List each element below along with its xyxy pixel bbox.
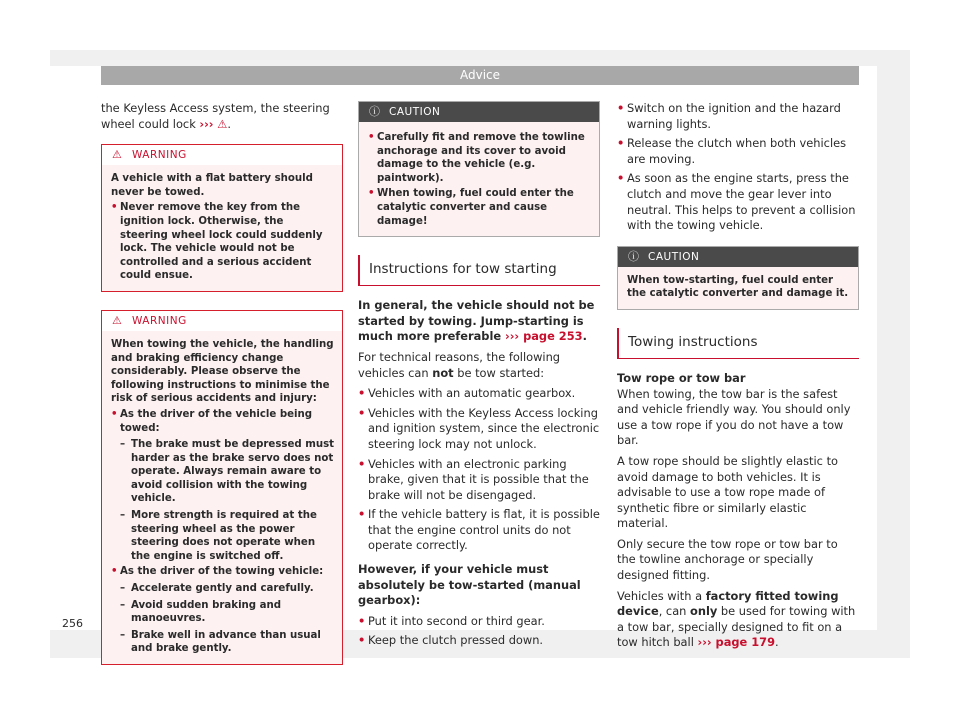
intro-text: the Keyless Access system, the steering wheel could lock ››› ⚠.: [101, 101, 330, 131]
caution-body: When tow-starting, fuel could enter the catalytic converter and damage it.: [627, 274, 849, 300]
list-item: • If the vehicle battery is flat, it is possible that the engine control units do not operate correctly.: [358, 507, 600, 553]
section-heading: Towing instructions: [617, 328, 859, 359]
subheading: Tow rope or tow bar: [617, 370, 746, 385]
warning-triangle-icon: ⚠: [112, 313, 123, 327]
paragraph: A tow rope should be slightly elastic to avoid damage to both vehicles. It is advisable to use a tow rope made of synthetic fibre or similarly elastic material.: [617, 453, 839, 531]
section-heading: Instructions for tow starting: [358, 255, 600, 286]
list-item: • Switch on the ignition and the hazard warning lights.: [617, 101, 841, 131]
warning-body: When towing the vehicle, the handling and braking efficiency change considerably. Please observe the following instructions to minimise the risk of serious accidents and injury: • As the driver of the vehicle being towed: – The brake must be depressed must harder as the brake servo does not operate. Always remain aware to avoid collision with the towing vehicle. – More strength is required at the steering wheel as the power steering does not operate when the engine is switched off. • As the driver of the towing vehicle: – Accelerate gently and carefully. – Avoid sudden braking and manoeuvres. – Brake well in advance than usual and brake gently.: [111, 338, 335, 655]
info-circle-icon: ⓘ: [369, 105, 381, 118]
list-item: • Vehicles with the Keyless Access locking and ignition system, since the electronic steering lock may not unlock.: [358, 405, 600, 451]
page-ref-link[interactable]: ››› page 253: [505, 329, 583, 344]
caution-header: ⓘ CAUTION: [359, 102, 599, 122]
caution-body: • Carefully fit and remove the towline anchorage and its cover to avoid damage to the vehicle (e.g. paintwork). • When towing, fuel could enter the catalytic converter and cause damage!: [368, 132, 585, 227]
list-item: • Put it into second or third gear.: [358, 613, 545, 628]
column-1: [101, 101, 343, 683]
page-header: Advice: [101, 66, 859, 85]
warning-header: ⚠ WARNING: [102, 311, 342, 331]
page-number: 256: [62, 617, 83, 630]
caution-box: [617, 246, 859, 310]
list-item: • Vehicles with an automatic gearbox.: [358, 386, 576, 401]
paragraph: When towing, the tow bar is the safest and vehicle friendly way. You should only use a tow rope if you do not have a tow bar.: [617, 386, 851, 448]
page-ref-link[interactable]: ››› page 179: [697, 635, 776, 650]
caution-header: ⓘ CAUTION: [618, 247, 858, 267]
warning-triangle-icon: ⚠: [217, 116, 228, 131]
caution-box: [358, 101, 600, 237]
manual-heading: However, if your vehicle must absolutely be tow-started (manual gearbox):: [358, 562, 581, 608]
paragraph: Only secure the tow rope or tow bar to the towline anchorage or specially designed fitting.: [617, 536, 838, 583]
lead-paragraph: In general, the vehicle should not be started by towing. Jump-starting is much more preferable ››› page 253.: [358, 298, 595, 344]
warning-triangle-icon: ⚠: [112, 148, 123, 162]
column-3: [617, 101, 859, 656]
list-item: • Vehicles with an electronic parking brake, given that it is possible that the brake will not be disengaged.: [358, 456, 589, 502]
list-item: • Release the clutch when both vehicles are moving.: [617, 136, 847, 166]
warning-box-2: [101, 310, 343, 665]
info-circle-icon: ⓘ: [628, 249, 640, 263]
paragraph: For technical reasons, the following vehicles can not be tow started:: [358, 349, 561, 380]
list-item: • Keep the clutch pressed down.: [358, 633, 544, 648]
warning-bullet: • Never remove the key from the ignition lock. Otherwise, the steering wheel lock could suddenly lock. The vehicle would not be controlled and a serious accident could ensue.: [111, 202, 323, 282]
warning-body: A vehicle with a flat battery should never be towed. • Never remove the key from the ignition lock. Otherwise, the steering wheel lock could suddenly lock. The vehicle would not be controlled and a serious accident could ensue.: [102, 165, 342, 291]
paragraph: Vehicles with a factory fitted towing device, can only be used for towing with a tow bar, specially designed to fit on a tow hitch ball ››› page 179.: [617, 588, 856, 650]
warning-header: ⚠ WARNING: [102, 145, 342, 165]
intro-ref[interactable]: ›››: [199, 116, 214, 131]
column-2: [358, 101, 600, 653]
list-item: • As soon as the engine starts, press the clutch and move the gear lever into neutral. This helps to prevent a collision with the towing vehicle.: [617, 171, 856, 233]
warning-box-1: [101, 144, 343, 292]
